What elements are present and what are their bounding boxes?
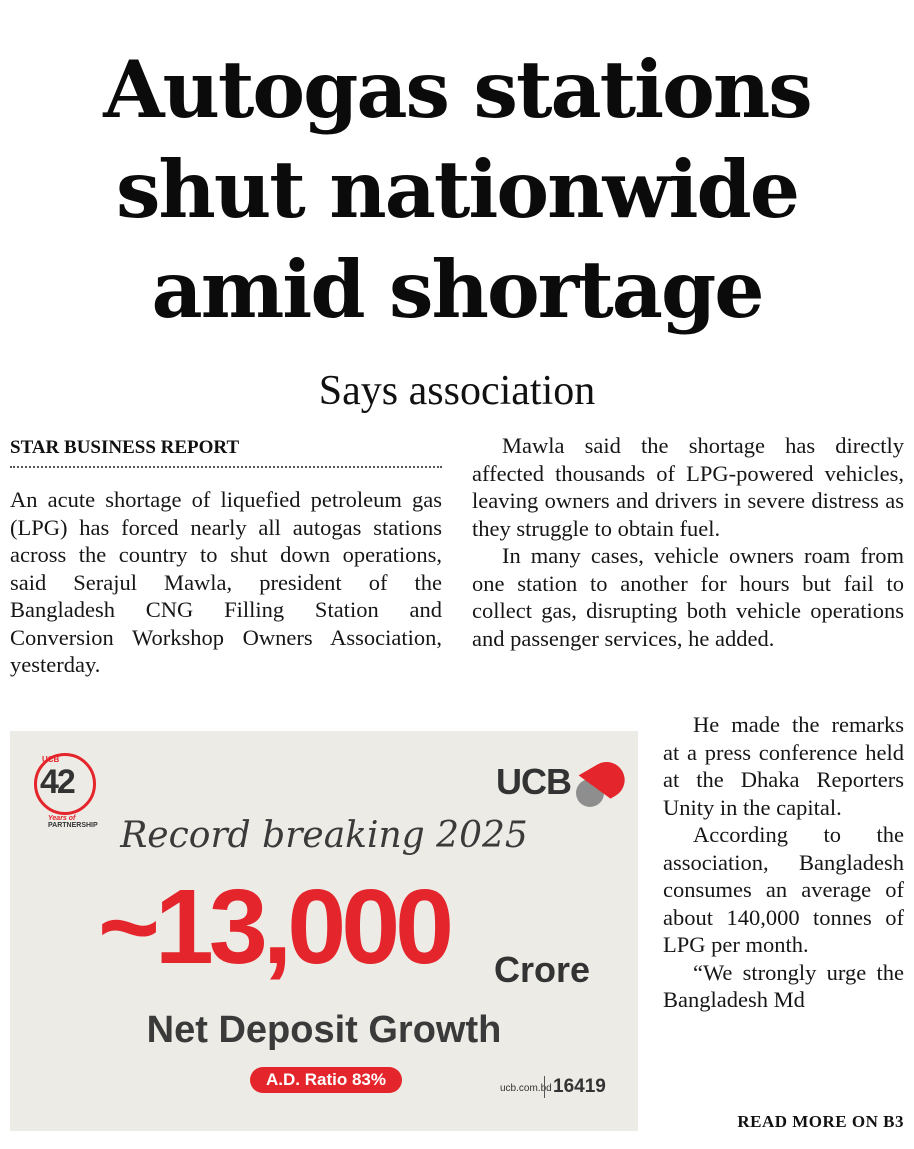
ad-ratio-badge: A.D. Ratio 83%	[250, 1067, 402, 1093]
ad-unit: Crore	[494, 949, 591, 990]
headline	[0, 40, 914, 340]
paragraph: He made the remarks at a press conference held at the Dhaka Reporters Unity in the capital.	[663, 712, 904, 820]
paragraph: In many cases, vehicle owners roam from one station to another for hours but fail to collect gas, disrupting both vehicle operations and passenger services, he added.	[472, 543, 904, 651]
byline-divider	[10, 466, 442, 468]
headline-line-1: Autogas stations	[103, 43, 811, 136]
ucb-logo-icon	[568, 755, 628, 815]
paragraph: Mawla said the shortage has directly affected thousands of LPG-powered vehicles, leaving owners and drivers in severe distress as they struggle to obtain fuel.	[472, 433, 904, 541]
paragraph: An acute shortage of liquefied petroleum gas (LPG) has forced nearly all autogas stations across the country to shut down operations, said Serajul Mawla, president of the Bangladesh CNG Filling Station and Conversion Workshop Owners Association, yesterday.	[10, 487, 442, 677]
article-column-3	[663, 711, 904, 1014]
subheadline: Says association	[318, 368, 596, 414]
article-column-1	[10, 486, 442, 679]
headline-line-3: amid shortage	[151, 243, 763, 336]
ad-url[interactable]: ucb.com.bd	[500, 1083, 552, 1094]
anniversary-brand: UCB	[42, 755, 60, 764]
ad-brand-name: UCB	[496, 761, 571, 802]
ad-hotline[interactable]: 16419	[544, 1076, 606, 1098]
ad-caption: Net Deposit Growth	[146, 1009, 502, 1051]
ad-record-tagline: Record breaking 2025	[120, 815, 528, 856]
article-column-2	[472, 432, 904, 652]
anniversary-number: 42	[40, 763, 74, 801]
paragraph: According to the association, Bangladesh consumes an average of about 140,000 tonnes of LPG per month.	[663, 822, 904, 957]
headline-line-2: shut nationwide	[115, 143, 799, 236]
byline: STAR BUSINESS REPORT	[10, 437, 240, 458]
advertisement[interactable]	[10, 731, 638, 1131]
anniversary-badge	[28, 751, 98, 829]
anniversary-years: Years of	[48, 815, 76, 822]
anniversary-partnership-label: PARTNERSHIP	[48, 822, 98, 829]
read-more-link[interactable]: READ MORE ON B3	[737, 1112, 904, 1131]
paragraph: “We strongly urge the Bangladesh Md	[663, 959, 904, 1012]
ad-big-number: ~13,000	[98, 868, 450, 986]
